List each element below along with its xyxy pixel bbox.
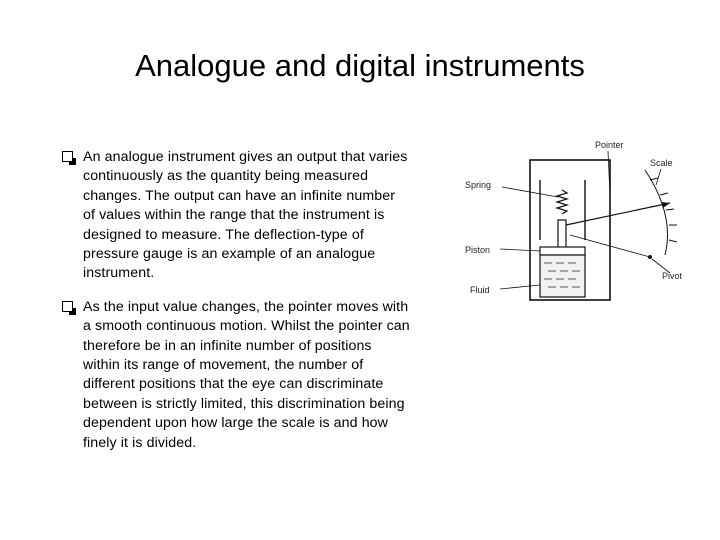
label-pivot: Pivot	[662, 271, 683, 281]
checkbox-bullet-icon	[62, 301, 73, 312]
label-scale: Scale	[650, 158, 673, 168]
spring	[557, 190, 567, 214]
scale-arc	[645, 170, 668, 255]
piston-head	[540, 247, 585, 255]
scale-ticks	[650, 178, 677, 242]
fluid-area	[540, 255, 585, 297]
label-spring: Spring	[465, 180, 492, 190]
bullet-text: As the input value changes, the pointer moves with a smooth continuous motion. Whilst the pointer can therefore be in an infinite number of positions within its range of movement, the number of different positions that the eye can discriminate between is strictly limited, this discrimination being dependent upon how large the scale is and how finely it is divided.	[83, 298, 410, 451]
bullet-item	[60, 148, 410, 284]
label-piston: Piston	[465, 245, 491, 255]
bullet-text: An analogue instrument gives an output that varies continuously as the quantity being measured changes. The output can have an infinite number of values within the range that the instrument is designed to measure. The deflection-type of pressure gauge is an example of an analogue instrument.	[83, 149, 408, 282]
pointer-needle	[566, 203, 670, 225]
slide-title: Analogue and digital instruments	[135, 48, 585, 83]
piston-rod	[558, 220, 566, 248]
label-fluid: Fluid	[470, 285, 490, 295]
label-pointer: Pointer	[595, 140, 624, 150]
bullet-item	[60, 298, 410, 453]
checkbox-bullet-icon	[62, 151, 73, 162]
bullet-list	[60, 148, 410, 467]
pressure-gauge-diagram	[460, 135, 700, 305]
pointer-tip	[661, 202, 670, 208]
